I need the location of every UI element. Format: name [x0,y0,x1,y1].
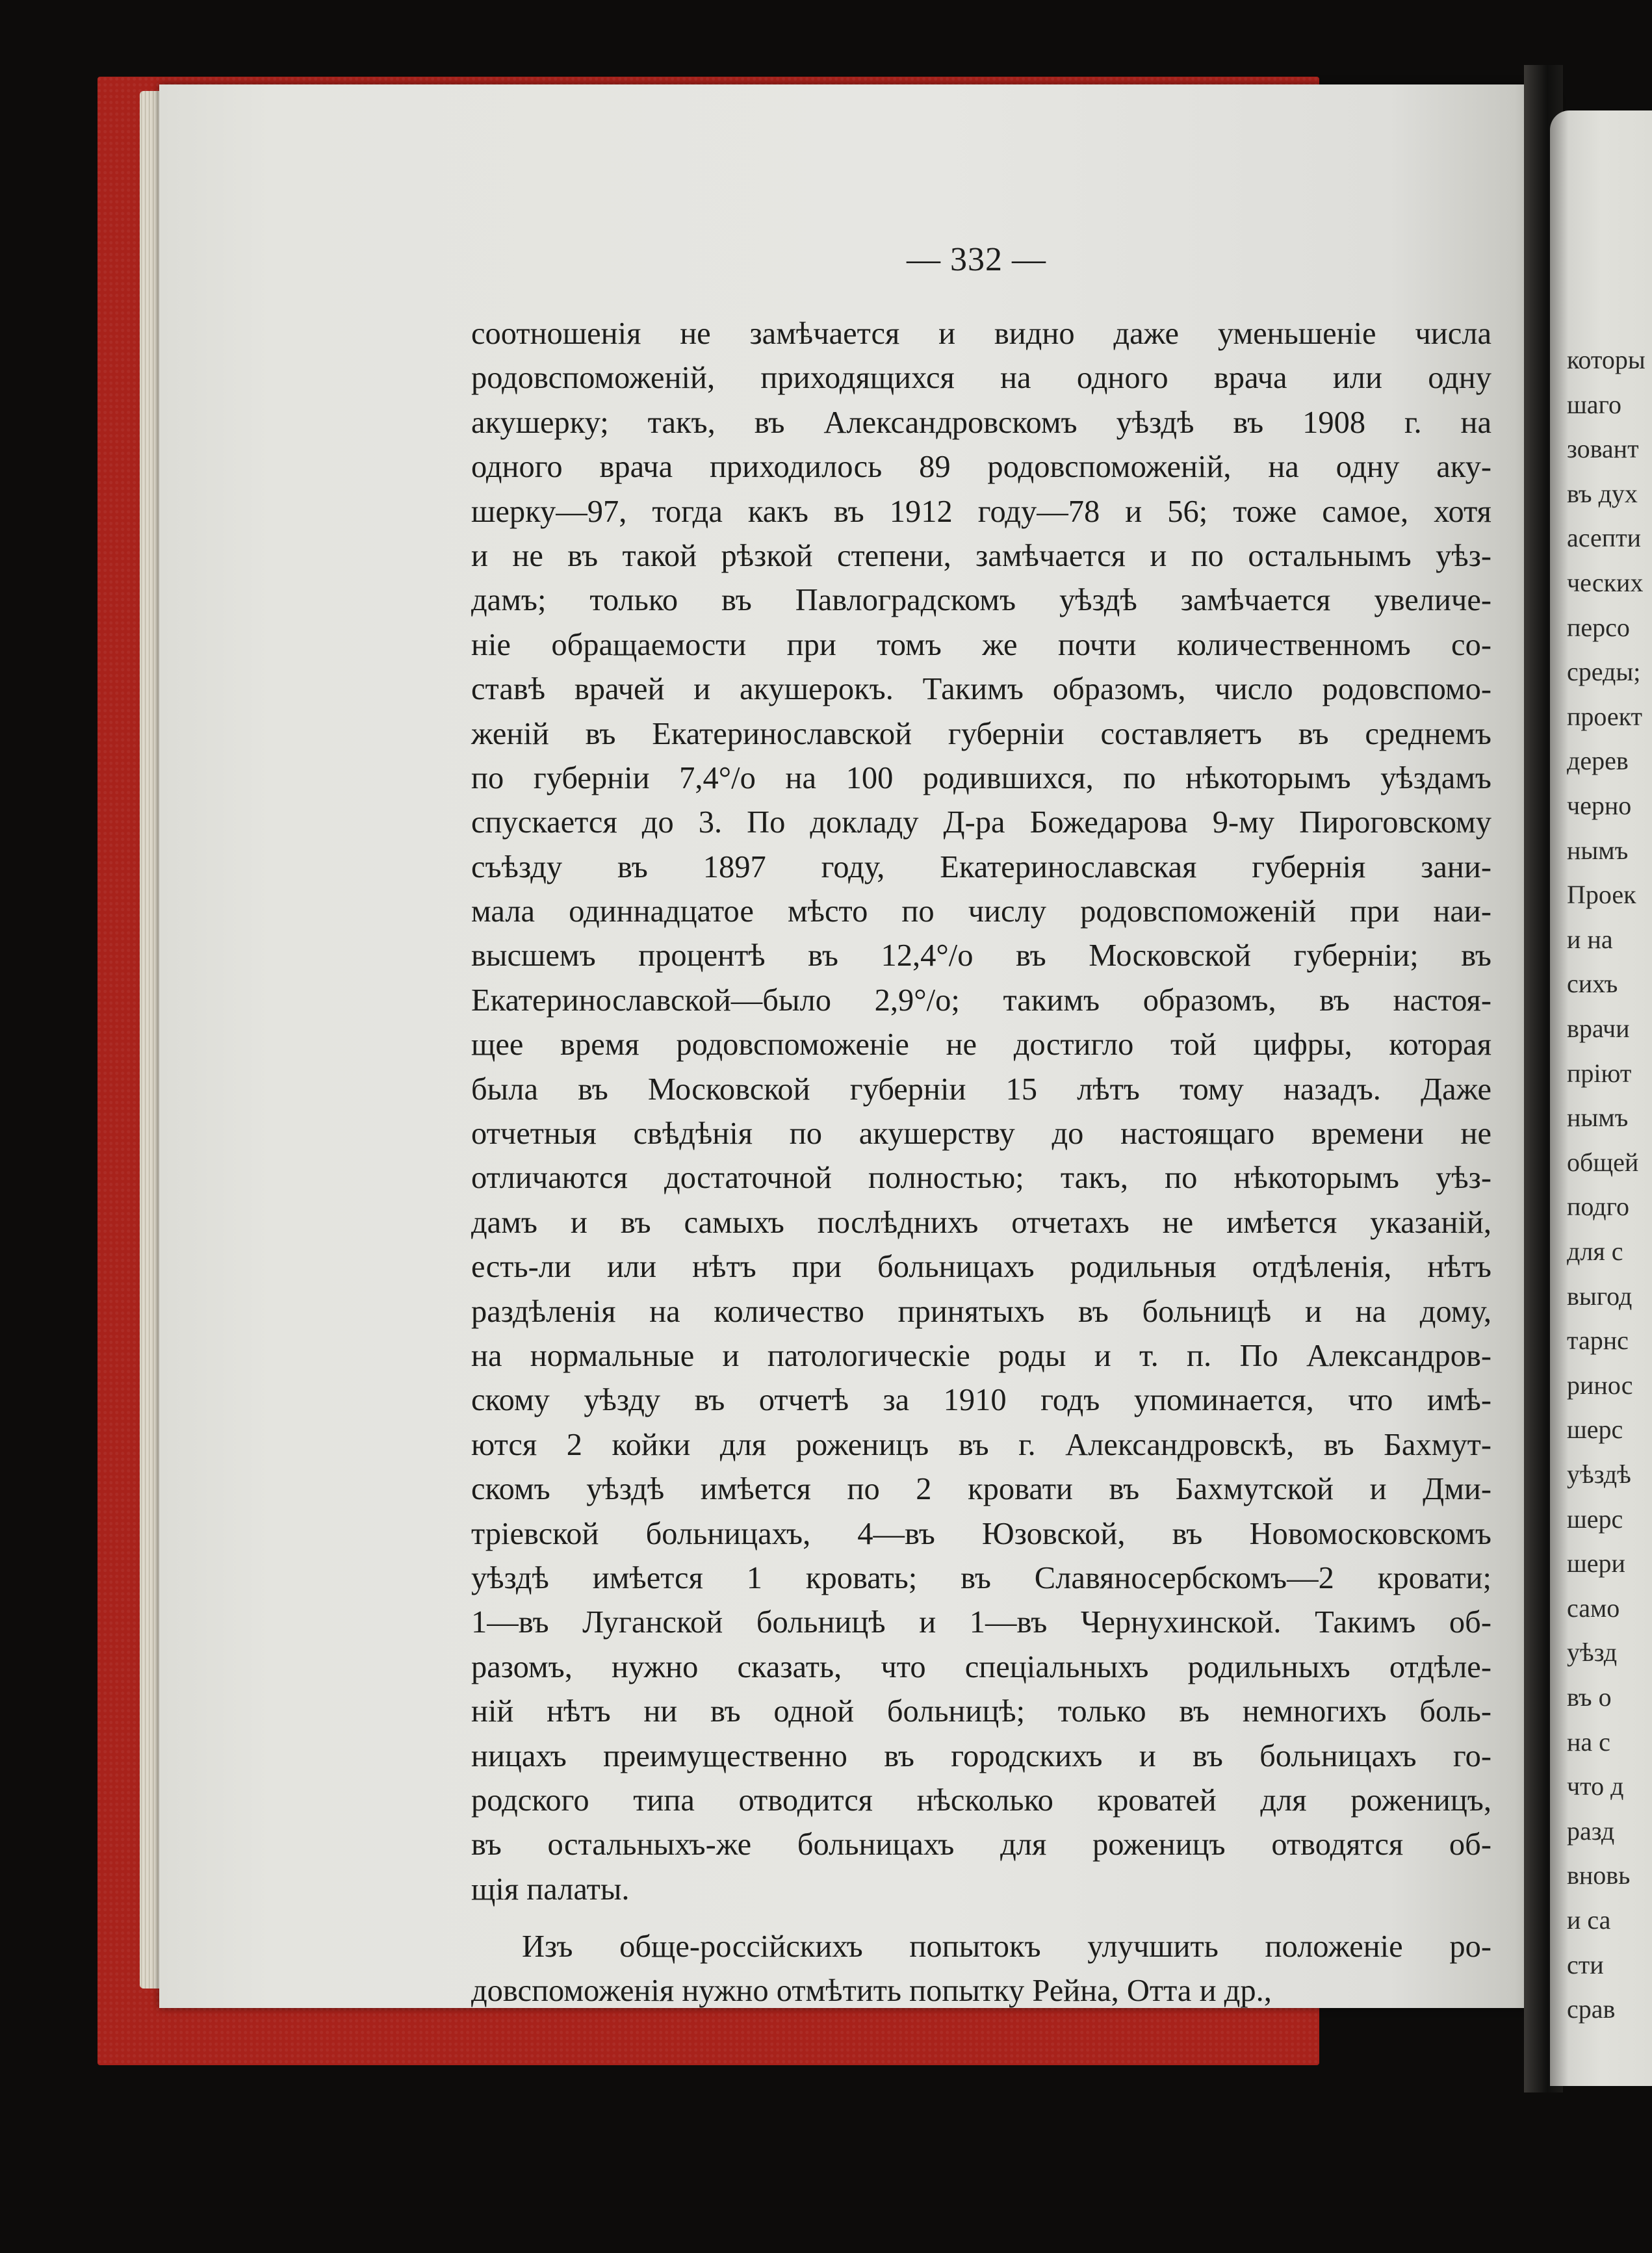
next-page-line: сихъ [1567,969,1618,999]
text-line: довспоможенія нужно отмѣтить попытку Рейна, Отта и др., [471,1974,1272,2009]
text-line: соотношенія не замѣчается и видно даже уменьшеніе числа [471,316,1491,351]
next-page-line: дерев [1567,746,1629,776]
text-line: акушерку; такъ, въ Александровскомъ уѣздѣ въ 1908 г. на [471,405,1491,440]
text-line: Изъ обще-россійскихъ попытокъ улучшить положеніе ро- [522,1929,1491,1964]
next-page-line: въ о [1567,1682,1612,1712]
text-line: одного врача приходилось 89 родовспоможеній, на одну аку- [471,450,1491,485]
paragraph [471,312,1491,1912]
text-line: шерку—97, тогда какъ въ 1912 году—78 и 56; тоже самое, хотя [471,494,1491,529]
text-line: спускается до 3. По докладу Д-ра Божедарова 9-му Пироговскому [471,805,1491,840]
text-line: скому уѣзду въ отчетѣ за 1910 годъ упоминается, что имѣ- [471,1383,1491,1418]
text-line: разомъ, нужно сказать, что спеціальныхъ родильныхъ отдѣле- [471,1649,1491,1684]
next-page-line: выгод [1567,1281,1633,1311]
text-line: Екатеринославской—было 2,9°/о; такимъ образомъ, въ настоя- [471,983,1491,1018]
text-line: дамъ; только въ Павлоградскомъ уѣздѣ замѣчается увеличе- [471,583,1491,618]
page-number: — 332 — [907,241,1046,278]
text-line: ставѣ врачей и акушерокъ. Такимъ образомъ, число родовспомо- [471,672,1491,707]
text-line: 1—въ Луганской больницѣ и 1—въ Чернухинской. Такимъ об- [471,1605,1491,1640]
next-page-line: ческих [1567,568,1644,597]
text-line: ніе обращаемости при томъ же почти количественномъ со- [471,627,1491,662]
next-page-line: шерс [1567,1415,1623,1445]
next-page-line: ринос [1567,1370,1633,1400]
next-page-line: и са [1567,1905,1611,1935]
next-page-line: что д [1567,1771,1624,1801]
text-line: высшемъ процентѣ въ 12,4°/о въ Московской губерніи; въ [471,938,1491,973]
next-page-line: подго [1567,1192,1630,1222]
next-page-line: нымъ [1567,835,1629,865]
text-line: скомъ уѣздѣ имѣется по 2 кровати въ Бахмутской и Дми- [471,1472,1491,1507]
next-page-line: нымъ [1567,1103,1629,1133]
text-line: женій въ Екатеринославской губерніи составляетъ въ среднемъ [471,716,1491,751]
next-page-line: уѣзд [1567,1638,1618,1667]
text-line: по губерніи 7,4°/о на 100 родившихся, по нѣкоторымъ уѣздамъ [471,760,1491,795]
text-line: уѣздѣ имѣется 1 кровать; въ Славяносербскомъ—2 кровати; [471,1560,1491,1595]
next-page-line: тарнс [1567,1326,1629,1356]
next-page-fragment [1550,110,1652,2086]
next-page-line: шери [1567,1549,1625,1578]
text-line: ній нѣтъ ни въ одной больницѣ; только въ немногихъ боль- [471,1694,1491,1729]
next-page-line: уѣздѣ [1567,1460,1631,1489]
next-page-line: шерс [1567,1504,1623,1534]
text-line: мала одиннадцатое мѣсто по числу родовспоможеній при наи- [471,894,1491,929]
text-line: съѣзду въ 1897 году, Екатеринославская губернія зани- [471,849,1491,884]
text-line: и не въ такой рѣзкой степени, замѣчается и по остальнымъ уѣз- [471,538,1491,573]
paragraph [471,1925,1491,2014]
text-line: тріевской больницахъ, 4—въ Юзовской, въ Новомосковскомъ [471,1516,1491,1551]
text-line: въ остальныхъ-же больницахъ для роженицъ отводятся об- [471,1827,1491,1862]
next-page-line: врачи [1567,1014,1630,1043]
text-line: родовспоможеній, приходящихся на одного врача или одну [471,361,1491,396]
next-page-line: сти [1567,1950,1604,1979]
next-page-line: зовант [1567,434,1639,464]
paragraph-gap [471,1912,1491,1925]
next-page-line: которы [1567,345,1646,374]
next-page-line: пріют [1567,1058,1632,1088]
next-page-line: разд [1567,1816,1615,1846]
next-page-line: черно [1567,791,1632,820]
text-line: родского типа отводится нѣсколько кроватей для роженицъ, [471,1783,1491,1818]
next-page-line: общей [1567,1147,1639,1177]
next-page-line: вновь [1567,1860,1631,1890]
next-page-line: срав [1567,1994,1616,2024]
text-line: отчетныя свѣдѣнія по акушерству до настоящаго времени не [471,1116,1491,1152]
next-page-line: Проек [1567,880,1636,910]
next-page-line: само [1567,1593,1620,1623]
next-page-line: въ дух [1567,478,1638,508]
text-line: щее время родовспоможеніе не достигло той цифры, которая [471,1027,1491,1062]
text-line: ются 2 койки для роженицъ въ г. Александровскѣ, въ Бахмут- [471,1427,1491,1462]
next-page-line: персо [1567,612,1630,642]
text-line: ницахъ преимущественно въ городскихъ и въ больницахъ го- [471,1738,1491,1773]
text-line: на нормальные и патологическіе роды и т. п. По Александров- [471,1338,1491,1373]
page-body-text [471,312,1491,2014]
next-page-line: на с [1567,1727,1610,1757]
next-page-line: проект [1567,701,1643,731]
text-line: отличаются достаточной полностью; такъ, по нѣкоторымъ уѣз- [471,1161,1491,1196]
text-line: щія палаты. [471,1872,630,1907]
next-page-line: для с [1567,1237,1623,1266]
next-page-line: среды; [1567,657,1641,687]
next-page-line: и на [1567,924,1613,954]
next-page-line: шаго [1567,389,1621,419]
next-page-line: асепти [1567,523,1642,553]
text-line: есть-ли или нѣтъ при больницахъ родильныя отдѣленія, нѣтъ [471,1250,1491,1285]
text-line: раздѣленія на количество принятыхъ въ больницѣ и на дому, [471,1294,1491,1329]
text-line: дамъ и въ самыхъ послѣднихъ отчетахъ не имѣется указаній, [471,1205,1491,1240]
text-line: была въ Московской губерніи 15 лѣтъ тому назадъ. Даже [471,1072,1491,1107]
